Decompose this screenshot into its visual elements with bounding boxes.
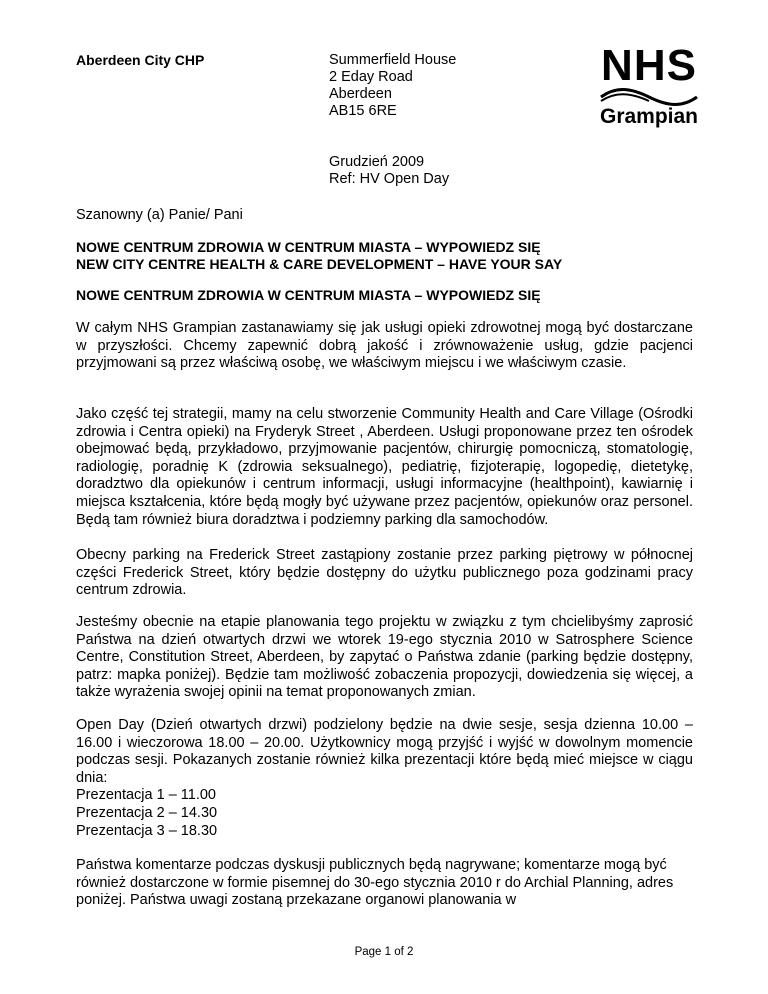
address-line: AB15 6RE xyxy=(329,103,397,119)
sender-address xyxy=(329,52,456,120)
letter-date-block xyxy=(329,154,449,188)
address-line: 2 Eday Road xyxy=(329,69,413,85)
page-number: Page 1 of 2 xyxy=(354,946,414,958)
body-paragraph: Open Day (Dzień otwartych drzwi) podzielony będzie na dwie sesje, sesja dzienna 10.00 – 16.00 i wieczorowa 18.00 – 20.00. Użytkownicy mogą przyjść i wyjść w dowolnym momencie podczas sesji. Pokazanych zostanie również kilka prezentacji które będą mieć miejsce w ciągu dnia: xyxy=(76,717,693,786)
letter-reference: Ref: HV Open Day xyxy=(329,171,450,187)
letter-headings xyxy=(76,239,562,273)
heading-polish-repeat: NOWE CENTRUM ZDROWIA W CENTRUM MIASTA – WYPOWIEDZ SIĘ xyxy=(76,287,541,303)
presentation-item: Prezentacja 3 – 18.30 xyxy=(76,822,218,839)
presentation-item: Prezentacja 1 – 11.00 xyxy=(76,787,216,804)
logo-wave-icon xyxy=(597,88,701,106)
letter-date: Grudzień 2009 xyxy=(329,154,425,170)
body-paragraph: W całym NHS Grampian zastanawiamy się jak usługi opieki zdrowotnej mogą być dostarczane w przyszłości. Chcemy zapewnić dobrą jakość i zrównoważenie usług, gdzie pacjenci przyjmowani są przez właściwą osobę, we właściwym miejscu i we właściwym czasie. xyxy=(76,320,693,372)
logo-nhs-text: NHS xyxy=(601,41,697,90)
nhs-grampian-logo xyxy=(597,41,701,130)
heading-english: NEW CITY CENTRE HEALTH & CARE DEVELOPMENT – HAVE YOUR SAY xyxy=(76,256,563,272)
address-line: Aberdeen xyxy=(329,86,392,102)
heading-polish: NOWE CENTRUM ZDROWIA W CENTRUM MIASTA – WYPOWIEDZ SIĘ xyxy=(76,239,541,255)
organisation-name: Aberdeen City CHP xyxy=(76,52,205,68)
body-paragraph: Obecny parking na Frederick Street zastąpiony zostanie przez parking piętrowy w północnej części Frederick Street, który będzie dostępny do użytku publicznego poza godzinami pracy centrum zdrowia. xyxy=(76,547,693,599)
address-line: Summerfield House xyxy=(329,52,457,68)
presentation-item: Prezentacja 2 – 14.30 xyxy=(76,804,218,821)
open-day-section xyxy=(76,717,693,840)
body-paragraph: Jesteśmy obecnie na etapie planowania tego projektu w związku z tym chcielibyśmy zaprosić Państwa na dzień otwartych drzwi we wtorek 19-ego stycznia 2010 w Satrosphere Science Centre, Constitution Street, Aberdeen, by zapytać o Państwa zdanie (parking będzie dostępny, patrz: mapka poniżej). Będzie tam możliwość zobaczenia propozycji, dowiedzenia się więcej, a także wyrażenia swojej opinii na temat proponowanych zmian. xyxy=(76,614,693,701)
body-paragraph: Jako część tej strategii, mamy na celu stworzenie Community Health and Care Village (Ośrodki zdrowia i Centra opieki) na Fryderyk Street , Aberdeen. Usługi proponowane przez ten ośrodek obejmować będą, przykładowo, przyjmowanie pacjentów, chirurgię pomocniczą, stomatologię, radiologię, poradnię K (zdrowia seksualnego), pediatrię, fizjoterapię, logopedię, dietetykę, doradztwo dla opiekunów i centrum informacji, usługi informacyjne (healthpoint), kawiarnię i miejsca kształcenia, które będą mogły być używane przez pacjentów, opiekunów oraz personel. Będą tam również biura doradztwa i podziemny parking dla samochodów. xyxy=(76,406,693,528)
logo-grampian-text: Grampian xyxy=(599,105,699,128)
body-paragraph: Państwa komentarze podczas dyskusji publicznych będą nagrywane; komentarze mogą być również dostarczone w formie pisemnej do 30-ego stycznia 2010 r do Archial Planning, adres poniżej. Państwa uwagi zostaną przekazane organowi planowania w xyxy=(76,857,674,909)
salutation: Szanowny (a) Panie/ Pani xyxy=(76,207,243,223)
